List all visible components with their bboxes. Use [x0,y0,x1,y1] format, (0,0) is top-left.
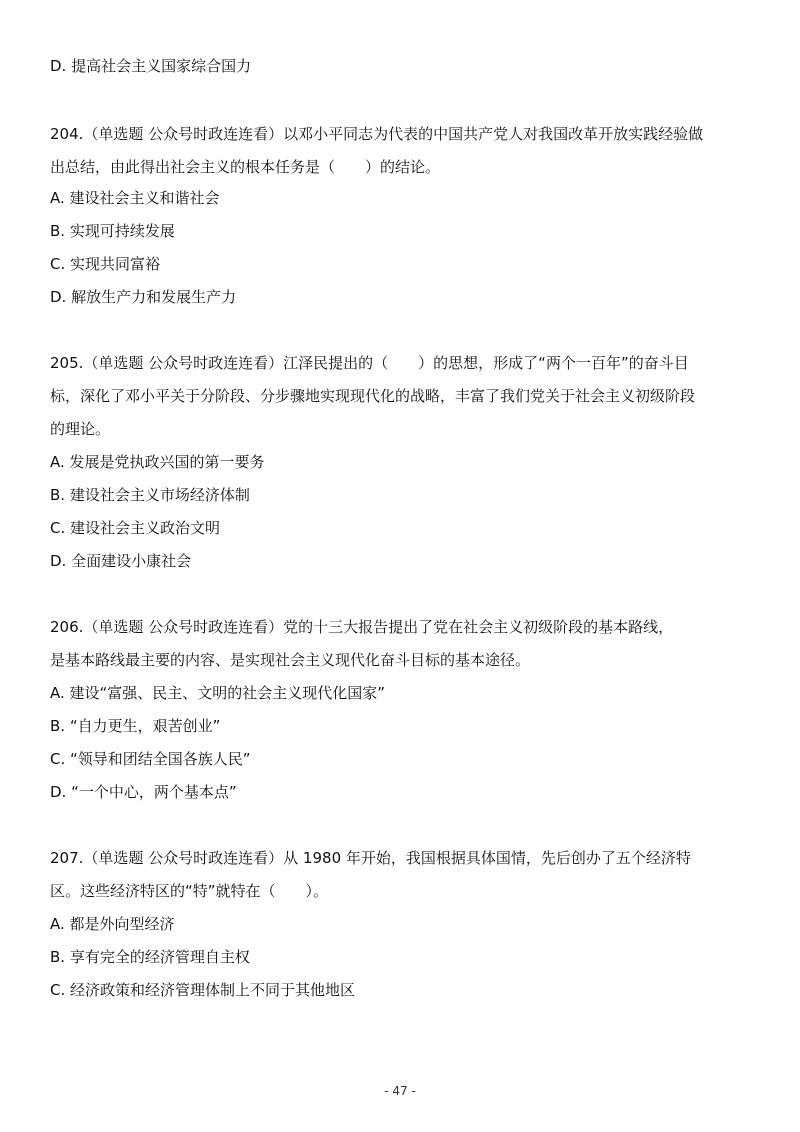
q204-option-d: D. 解放生产力和发展生产力 [50,288,237,306]
q205-option-d: D. 全面建设小康社会 [50,552,192,570]
q206-stem-line-2: 是基本路线最主要的内容、是实现社会主义现代化奋斗目标的基本途径。 [50,651,531,669]
q204-stem-line-1: 204.（单选题 公众号时政连连看）以邓小平同志为代表的中国共产党人对我国改革开放实践经验做 [50,125,704,143]
q207-option-a: A. 都是外向型经济 [50,915,175,933]
page-number: - 47 - [384,1084,416,1098]
q204-option-b: B. 实现可持续发展 [50,222,175,240]
q205-option-b: B. 建设社会主义市场经济体制 [50,486,250,504]
q206-option-b: B. “自力更生，艰苦创业” [50,717,221,735]
q205-stem-line-2: 标，深化了邓小平关于分阶段、分步骤地实现现代化的战略，丰富了我们党关于社会主义初级阶段 [50,387,696,405]
q206-option-c: C. “领导和团结全国各族人民” [50,750,251,768]
q207-option-c: C. 经济政策和经济管理体制上不同于其他地区 [50,981,356,999]
q207-stem-line-2: 区。这些经济特区的“特”就特在（ ）。 [50,882,329,900]
q206-option-d: D. “一个中心，两个基本点” [50,783,237,801]
q205-stem-line-3: 的理论。 [50,420,111,438]
prev-question-option-d: D. 提高社会主义国家综合国力 [50,57,252,75]
q206-option-a: A. 建设“富强、民主、文明的社会主义现代化国家” [50,684,386,702]
q205-option-c: C. 建设社会主义政治文明 [50,519,221,537]
q204-stem-line-2: 出总结，由此得出社会主义的根本任务是（ ）的结论。 [50,158,441,176]
q206-stem-line-1: 206.（单选题 公众号时政连连看）党的十三大报告提出了党在社会主义初级阶段的基本路线， [50,618,674,636]
q204-option-c: C. 实现共同富裕 [50,255,161,273]
q207-option-b: B. 享有完全的经济管理自主权 [50,948,250,966]
q205-stem-line-1: 205.（单选题 公众号时政连连看）江泽民提出的（ ）的思想，形成了“两个一百年”的奋斗目 [50,354,689,372]
q207-stem-line-1: 207.（单选题 公众号时政连连看）从 1980 年开始，我国根据具体国情，先后创办了五个经济特 [50,849,691,867]
q204-option-a: A. 建设社会主义和谐社会 [50,189,220,207]
q205-option-a: A. 发展是党执政兴国的第一要务 [50,453,265,471]
